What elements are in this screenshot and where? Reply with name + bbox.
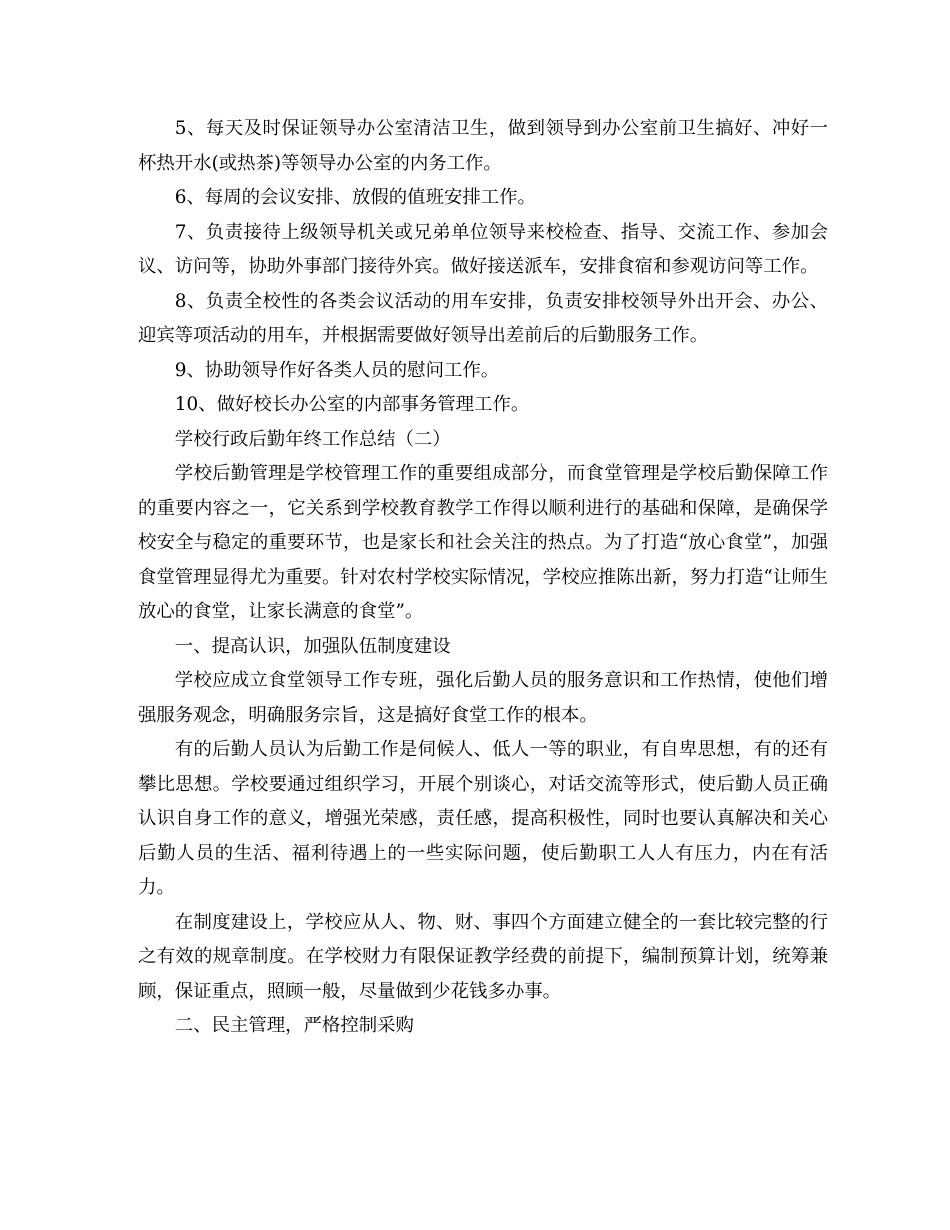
paragraph-item-7: 7、负责接待上级领导机关或兄弟单位领导来校检查、指导、交流工作、参加会议、访问等，协助外事部门接待外宾。做好接送派车，安排食宿和参观访问等工作。 — [138, 221, 828, 277]
intro-paragraph: 学校后勤管理是学校管理工作的重要组成部分，而食堂管理是学校后勤保障工作的重要内容之一，它关系到学校教育教学工作得以顺利进行的基础和保障，是确保学校安全与稳定的重要环节，也是家长和社会关注的热点。为了打造“放心食堂”，加强食堂管理显得尤为重要。针对农村学校实际情况，学校应推陈出新，努力打造“让师生放心的食堂，让家长满意的食堂”。 — [138, 463, 828, 622]
paragraph-item-5: 5、每天及时保证领导办公室清洁卫生，做到领导到办公室前卫生搞好、冲好一杯热开水(或热茶)等领导办公室的内务工作。 — [138, 118, 828, 174]
heading-two: 二、民主管理，严格控制采购 — [174, 1015, 414, 1036]
body-paragraph-3: 在制度建设上，学校应从人、物、财、事四个方面建立健全的一套比较完整的行之有效的规章制度。在学校财力有限保证教学经费的前提下，编制预算计划，统筹兼顾，保证重点，照顾一般，尽量做到少花钱多办事。 — [138, 911, 828, 1002]
heading-one: 一、提高认识，加强队伍制度建设 — [174, 635, 451, 657]
document-page — [138, 112, 828, 1044]
paragraph-item-9: 9、协助领导作好各类人员的慰问工作。 — [174, 359, 500, 381]
body-paragraph-2: 有的后勤人员认为后勤工作是伺候人、低人一等的职业，有自卑思想，有的还有攀比思想。学校要通过组织学习，开展个别谈心，对话交流等形式，使后勤人员正确认识自身工作的意义，增强光荣感，责任感，提高积极性，同时也要认真解决和关心后勤人员的生活、福利待遇上的一些实际问题，使后勤职工人人有压力，内在有活力。 — [138, 739, 828, 898]
body-paragraph-1: 学校应成立食堂领导工作专班，强化后勤人员的服务意识和工作热情，使他们增强服务观念，明确服务宗旨，这是搞好食堂工作的根本。 — [138, 670, 828, 726]
paragraph-item-8: 8、负责全校性的各类会议活动的用车安排，负责安排校领导外出开会、办公、迎宾等项活动的用车，并根据需要做好领导出差前后的后勤服务工作。 — [138, 290, 828, 346]
paragraph-item-6: 6、每周的会议安排、放假的值班安排工作。 — [174, 187, 536, 208]
paragraph-item-10: 10、做好校长办公室的内部事务管理工作。 — [174, 394, 530, 415]
section-title: 学校行政后勤年终工作总结（二） — [174, 428, 451, 450]
